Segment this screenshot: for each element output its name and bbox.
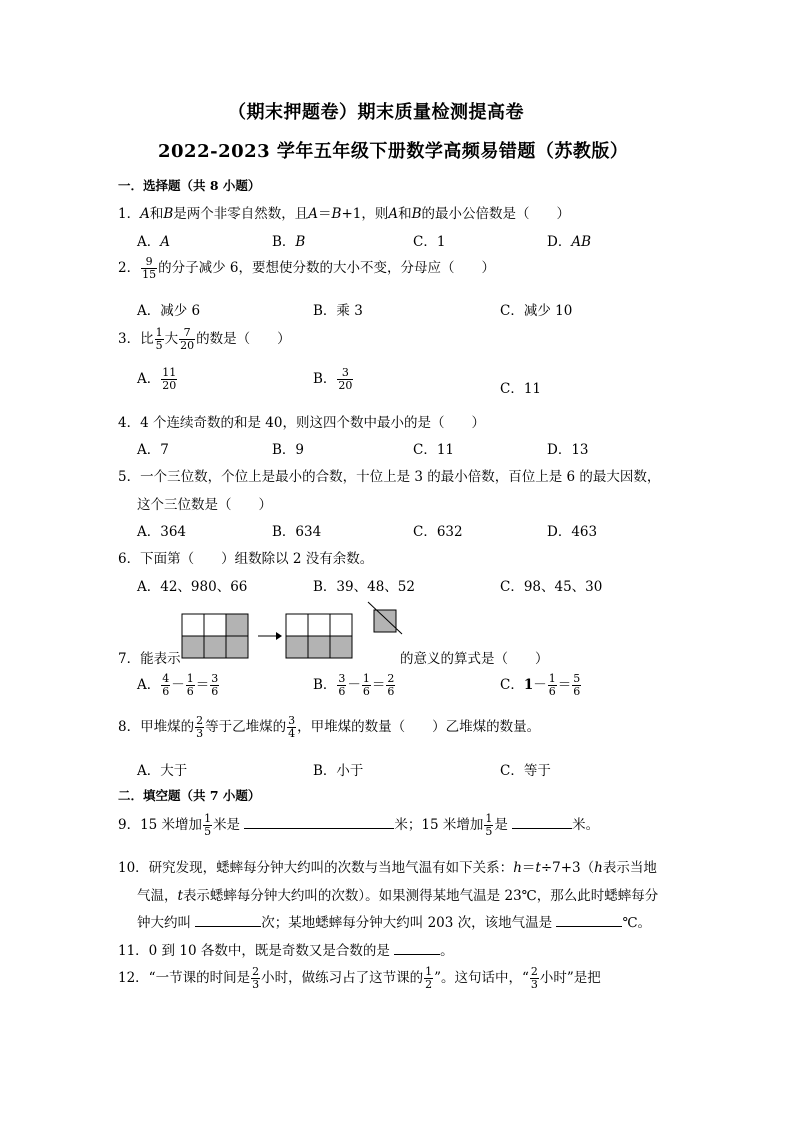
q4-option-a: A．7 — [137, 442, 169, 458]
title-line-1: （期末押题卷）期末质量检测提高卷 — [228, 102, 524, 123]
q1-option-c: C．1 — [413, 234, 446, 250]
q6-option-b: B．39、48、52 — [313, 579, 415, 595]
q1-option-d: D．AB — [547, 234, 591, 250]
q6-option-a: A．42、980、66 — [137, 579, 248, 595]
q7-option-a: A． $\frac{4}{6}$ － $\frac{1}{6}$ ＝ $\frac{3}{6}$ — [137, 672, 219, 698]
grid1-bottom-row — [182, 636, 248, 658]
q2-option-b: B．乘 3 — [313, 303, 363, 319]
grid1-cell-top-right — [226, 614, 248, 636]
answer-blank[interactable] — [394, 954, 440, 955]
q2-option-c: C．减少 10 — [500, 303, 573, 319]
q7-option-c: C．1－ $\frac{1}{6}$ ＝ $\frac{5}{6}$ — [500, 672, 581, 698]
question-7-label: 7．能表示 — [118, 651, 181, 667]
q1-option-a: A．A — [137, 234, 170, 250]
q7-fraction-diagram — [180, 600, 410, 662]
q3-option-b: B． $\frac{3}{20}$ — [313, 366, 353, 392]
q3-option-c: C．11 — [500, 381, 542, 397]
q5-option-a: A．364 — [137, 524, 187, 540]
question-3: 3．比 $\frac{1}{5}$ 大 $\frac{7}{20}$ 的数是（ ） — [118, 326, 291, 352]
q3-option-a: A． $\frac{11}{20}$ — [137, 366, 177, 392]
question-11: 11．0 到 10 各数中，既是奇数又是合数的是 。 — [118, 943, 454, 959]
fraction: $\frac{1}{5}$ — [155, 326, 163, 352]
q6-option-c: C．98、45、30 — [500, 579, 603, 595]
q2-option-a: A．减少 6 — [137, 303, 201, 319]
question-10-line-2: 气温，t表示蟋蟀每分钟大约叫的次数）。如果测得某地气温是 23℃，那么此时蟋蟀每分 — [137, 888, 659, 904]
removed-cell — [374, 610, 396, 632]
answer-blank[interactable] — [556, 926, 622, 927]
question-number: 1． — [118, 206, 141, 222]
question-4: 4．4 个连续奇数的和是 40，则这四个数中最小的是（ ） — [118, 415, 485, 431]
section-heading-choice: 一．选择题（共 8 小题） — [118, 178, 261, 193]
q7-option-b: B． $\frac{3}{6}$ － $\frac{1}{6}$ ＝ $\frac{2}{6}$ — [313, 672, 395, 698]
q4-option-b: B．9 — [272, 442, 305, 458]
question-12: 12．“一节课的时间是 $\frac{2}{3}$ 小时，做练习占了这节课的 $\frac{1}{2}$ ”。这句话中，“ $\frac{2}{3}$ 小时”是把 — [118, 965, 601, 991]
answer-blank[interactable] — [195, 926, 261, 927]
question-5-line-1: 5．一个三位数，个位上是最小的合数，十位上是 3 的最小倍数，百位上是 6 的最大因数， — [118, 469, 661, 485]
grid2-bottom-row — [286, 636, 352, 658]
fraction: $\frac{9}{15}$ — [142, 255, 157, 281]
q5-option-d: D．463 — [547, 524, 598, 540]
question-5-line-2: 这个三位数是（ ） — [137, 497, 272, 513]
answer-blank[interactable] — [244, 828, 394, 829]
question-9: 9．15 米增加 $\frac{1}{5}$ 米是 米；15 米增加 $\frac{1}{5}$ 是 米。 — [118, 812, 600, 838]
fraction: $\frac{7}{20}$ — [180, 326, 195, 352]
q8-option-c: C．等于 — [500, 763, 551, 779]
q8-option-a: A．大于 — [137, 763, 188, 779]
answer-blank[interactable] — [512, 828, 572, 829]
question-10-line-1: 10．研究发现，蟋蟀每分钟大约叫的次数与当地气温有如下关系：h＝t÷7+3（h表示当地 — [118, 860, 657, 876]
question-1: 1．A和B是两个非零自然数，且A＝B+1，则A和B的最小公倍数是（ ） — [118, 206, 571, 222]
q4-option-c: C．11 — [413, 442, 455, 458]
question-7-tail: 的意义的算式是（ ） — [400, 651, 549, 667]
question-8: 8．甲堆煤的 $\frac{2}{3}$ 等于乙堆煤的 $\frac{3}{4}$ ，甲堆煤的数量（ ）乙堆煤的数量。 — [118, 714, 541, 740]
q5-option-b: B．634 — [272, 524, 322, 540]
question-2: 2． $\frac{9}{15}$ 的分子减少 6，要想使分数的大小不变，分母应（ ） — [118, 255, 495, 281]
q4-option-d: D．13 — [547, 442, 589, 458]
q8-option-b: B．小于 — [313, 763, 364, 779]
title-line-2: 2022-2023 学年五年级下册数学高频易错题（苏教版） — [158, 141, 629, 162]
question-6: 6．下面第（ ）组数除以 2 没有余数。 — [118, 551, 374, 567]
q1-option-b: B．B — [272, 234, 306, 250]
q5-option-c: C．632 — [413, 524, 463, 540]
section-heading-fill: 二．填空题（共 7 小题） — [118, 788, 261, 803]
question-10-line-3: 钟大约叫 次；某地蟋蟀每分钟大约叫 203 次，该地气温是 ℃。 — [137, 915, 652, 931]
